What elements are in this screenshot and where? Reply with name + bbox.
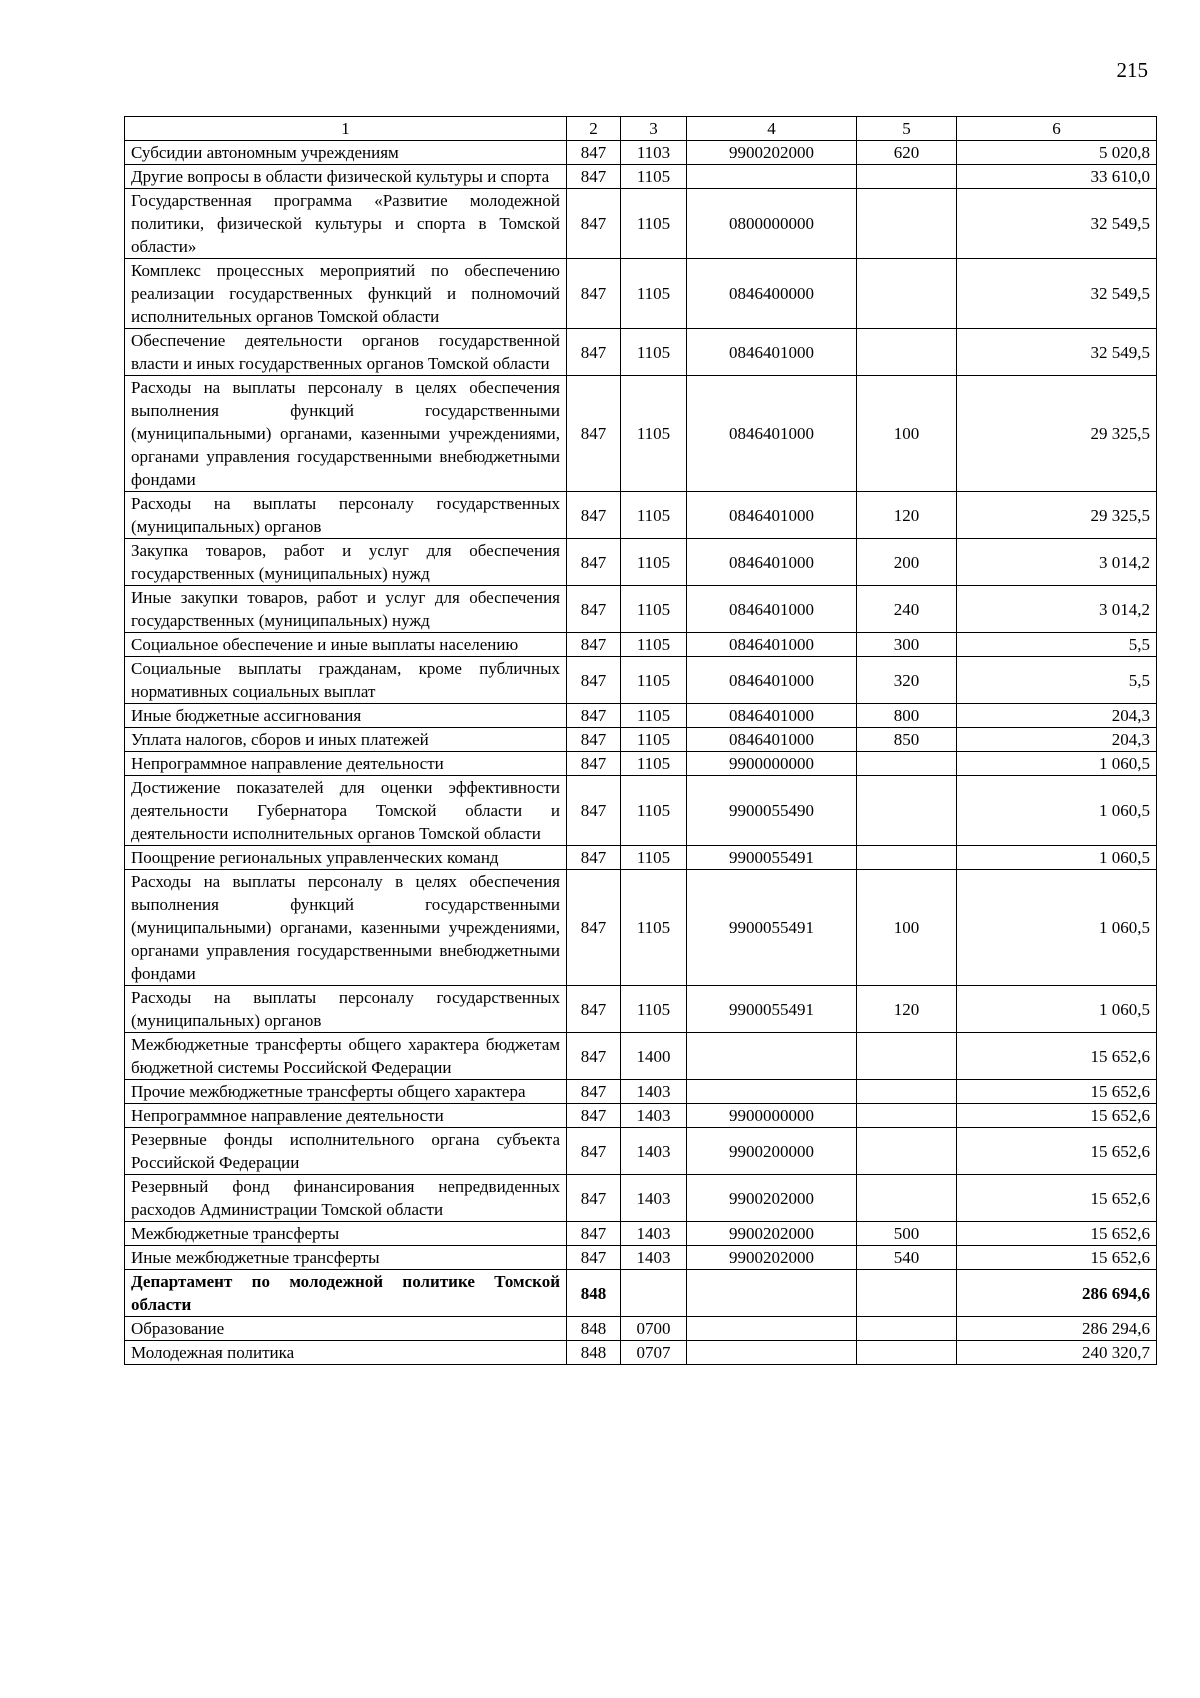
expense-type-cell: 500 [857,1222,957,1246]
amount-cell: 32 549,5 [957,259,1157,329]
amount-cell: 29 325,5 [957,492,1157,539]
ministry-code-cell: 847 [567,1033,621,1080]
target-article-cell: 0846401000 [687,492,857,539]
row-name-cell: Субсидии автономным учреждениям [125,141,567,165]
target-article-cell: 9900202000 [687,141,857,165]
table-row [125,870,1157,986]
section-code-cell: 1105 [621,704,687,728]
row-name-cell: Иные межбюджетные трансферты [125,1246,567,1270]
target-article-cell: 9900000000 [687,752,857,776]
table-row [125,492,1157,539]
amount-cell: 1 060,5 [957,776,1157,846]
section-code-cell: 1403 [621,1175,687,1222]
row-name-cell: Иные бюджетные ассигнования [125,704,567,728]
section-code-cell: 1400 [621,1033,687,1080]
expense-type-cell: 540 [857,1246,957,1270]
table-row [125,329,1157,376]
table-row [125,1317,1157,1341]
table-row [125,846,1157,870]
ministry-code-cell: 847 [567,259,621,329]
table-row [125,1175,1157,1222]
ministry-code-cell: 847 [567,704,621,728]
section-code-cell: 1105 [621,329,687,376]
page-number: 215 [1116,58,1148,82]
expense-type-cell: 100 [857,376,957,492]
ministry-code-cell: 847 [567,657,621,704]
amount-cell: 204,3 [957,704,1157,728]
section-code-cell: 1105 [621,376,687,492]
row-name-cell: Поощрение региональных управленческих команд [125,846,567,870]
table-row [125,1222,1157,1246]
amount-cell: 29 325,5 [957,376,1157,492]
row-name-cell: Образование [125,1317,567,1341]
table-row [125,633,1157,657]
column-header-2: 2 [567,117,621,141]
budget-table [124,116,1157,1365]
target-article-cell: 0800000000 [687,189,857,259]
section-code-cell: 1105 [621,165,687,189]
expense-type-cell [857,1341,957,1365]
amount-cell: 15 652,6 [957,1033,1157,1080]
target-article-cell: 9900055491 [687,846,857,870]
row-name-cell: Прочие межбюджетные трансферты общего характера [125,1080,567,1104]
target-article-cell [687,165,857,189]
table-row [125,1033,1157,1080]
ministry-code-cell: 848 [567,1270,621,1317]
table-row [125,1104,1157,1128]
row-name-cell: Государственная программа «Развитие молодежной политики, физической культуры и спорта в Томской области» [125,189,567,259]
target-article-cell: 9900202000 [687,1246,857,1270]
row-name-cell: Социальные выплаты гражданам, кроме публичных нормативных социальных выплат [125,657,567,704]
section-code-cell: 1105 [621,986,687,1033]
amount-cell: 204,3 [957,728,1157,752]
target-article-cell: 0846401000 [687,728,857,752]
amount-cell: 240 320,7 [957,1341,1157,1365]
amount-cell: 15 652,6 [957,1104,1157,1128]
section-code-cell: 0700 [621,1317,687,1341]
section-code-cell: 1105 [621,259,687,329]
expense-type-cell [857,1270,957,1317]
row-name-cell: Расходы на выплаты персоналу в целях обеспечения выполнения функций государственными (муниципальными) органами, казенными учреждениями, органами управления государственными внебюджетными фондами [125,376,567,492]
table-row [125,141,1157,165]
section-code-cell: 1403 [621,1080,687,1104]
ministry-code-cell: 847 [567,539,621,586]
expense-type-cell: 800 [857,704,957,728]
expense-type-cell: 200 [857,539,957,586]
table-row [125,728,1157,752]
section-code-cell: 1105 [621,846,687,870]
ministry-code-cell: 847 [567,376,621,492]
column-header-1: 1 [125,117,567,141]
target-article-cell: 0846401000 [687,586,857,633]
amount-cell: 1 060,5 [957,846,1157,870]
section-code-cell: 1403 [621,1222,687,1246]
target-article-cell: 9900202000 [687,1175,857,1222]
row-name-cell: Непрограммное направление деятельности [125,752,567,776]
target-article-cell [687,1270,857,1317]
expense-type-cell: 620 [857,141,957,165]
amount-cell: 15 652,6 [957,1246,1157,1270]
section-code-cell: 1403 [621,1104,687,1128]
amount-cell: 1 060,5 [957,870,1157,986]
expense-type-cell: 100 [857,870,957,986]
row-name-cell: Межбюджетные трансферты общего характера бюджетам бюджетной системы Российской Федерации [125,1033,567,1080]
row-name-cell: Другие вопросы в области физической культуры и спорта [125,165,567,189]
table-row [125,586,1157,633]
amount-cell: 33 610,0 [957,165,1157,189]
column-header-5: 5 [857,117,957,141]
amount-cell: 5 020,8 [957,141,1157,165]
expense-type-cell [857,846,957,870]
row-name-cell: Непрограммное направление деятельности [125,1104,567,1128]
ministry-code-cell: 847 [567,870,621,986]
row-name-cell: Уплата налогов, сборов и иных платежей [125,728,567,752]
expense-type-cell: 120 [857,492,957,539]
row-name-cell: Иные закупки товаров, работ и услуг для обеспечения государственных (муниципальных) нужд [125,586,567,633]
column-header-4: 4 [687,117,857,141]
target-article-cell: 0846401000 [687,633,857,657]
expense-type-cell: 300 [857,633,957,657]
row-name-cell: Комплекс процессных мероприятий по обеспечению реализации государственных функций и полномочий исполнительных органов Томской области [125,259,567,329]
column-number-header [125,117,1157,141]
target-article-cell [687,1033,857,1080]
table-row [125,776,1157,846]
target-article-cell: 9900000000 [687,1104,857,1128]
section-code-cell [621,1270,687,1317]
section-code-cell: 1105 [621,657,687,704]
target-article-cell: 0846401000 [687,539,857,586]
expense-type-cell: 320 [857,657,957,704]
table-row [125,704,1157,728]
ministry-code-cell: 847 [567,189,621,259]
ministry-code-cell: 847 [567,1246,621,1270]
expense-type-cell [857,1175,957,1222]
row-name-cell: Межбюджетные трансферты [125,1222,567,1246]
row-name-cell: Молодежная политика [125,1341,567,1365]
section-code-cell: 1105 [621,539,687,586]
expense-type-cell [857,1317,957,1341]
ministry-code-cell: 847 [567,141,621,165]
table-row [125,539,1157,586]
table-row [125,657,1157,704]
section-code-cell: 1105 [621,752,687,776]
target-article-cell: 9900055490 [687,776,857,846]
expense-type-cell [857,1033,957,1080]
target-article-cell: 0846401000 [687,376,857,492]
table-row [125,1128,1157,1175]
table-row [125,1080,1157,1104]
table-row [125,189,1157,259]
row-name-cell: Расходы на выплаты персоналу в целях обеспечения выполнения функций государственными (муниципальными) органами, казенными учреждениями, органами управления государственными внебюджетными фондами [125,870,567,986]
amount-cell: 32 549,5 [957,189,1157,259]
section-code-cell: 1103 [621,141,687,165]
ministry-code-cell: 847 [567,586,621,633]
budget-table-body [125,117,1157,1365]
ministry-code-cell: 847 [567,492,621,539]
section-code-cell: 1105 [621,586,687,633]
ministry-code-cell: 847 [567,1222,621,1246]
ministry-code-cell: 847 [567,986,621,1033]
target-article-cell: 0846401000 [687,329,857,376]
ministry-code-cell: 848 [567,1341,621,1365]
target-article-cell: 0846401000 [687,657,857,704]
amount-cell: 286 694,6 [957,1270,1157,1317]
row-name-cell: Расходы на выплаты персоналу государственных (муниципальных) органов [125,492,567,539]
section-code-cell: 1403 [621,1246,687,1270]
ministry-code-cell: 847 [567,1104,621,1128]
section-code-cell: 1105 [621,189,687,259]
ministry-code-cell: 847 [567,752,621,776]
expense-type-cell [857,776,957,846]
ministry-code-cell: 847 [567,1128,621,1175]
amount-cell: 32 549,5 [957,329,1157,376]
section-code-cell: 1105 [621,633,687,657]
column-header-6: 6 [957,117,1157,141]
expense-type-cell [857,1080,957,1104]
expense-type-cell: 120 [857,986,957,1033]
table-row [125,165,1157,189]
amount-cell: 3 014,2 [957,539,1157,586]
amount-cell: 15 652,6 [957,1222,1157,1246]
section-code-cell: 1403 [621,1128,687,1175]
expense-type-cell [857,259,957,329]
ministry-code-cell: 847 [567,165,621,189]
target-article-cell: 9900202000 [687,1222,857,1246]
expense-type-cell [857,165,957,189]
expense-type-cell [857,189,957,259]
row-name-cell: Социальное обеспечение и иные выплаты населению [125,633,567,657]
target-article-cell: 0846401000 [687,704,857,728]
expense-type-cell [857,752,957,776]
amount-cell: 15 652,6 [957,1128,1157,1175]
row-name-cell: Обеспечение деятельности органов государственной власти и иных государственных органов Томской области [125,329,567,376]
ministry-code-cell: 847 [567,329,621,376]
row-name-cell: Расходы на выплаты персоналу государственных (муниципальных) органов [125,986,567,1033]
table-row [125,259,1157,329]
amount-cell: 3 014,2 [957,586,1157,633]
amount-cell: 15 652,6 [957,1080,1157,1104]
column-header-3: 3 [621,117,687,141]
target-article-cell: 0846400000 [687,259,857,329]
amount-cell: 5,5 [957,657,1157,704]
amount-cell: 286 294,6 [957,1317,1157,1341]
table-row [125,986,1157,1033]
amount-cell: 1 060,5 [957,986,1157,1033]
ministry-code-cell: 847 [567,776,621,846]
target-article-cell [687,1341,857,1365]
row-name-cell: Резервный фонд финансирования непредвиденных расходов Администрации Томской области [125,1175,567,1222]
table-row [125,1270,1157,1317]
section-code-cell: 0707 [621,1341,687,1365]
table-row [125,1246,1157,1270]
table-row [125,752,1157,776]
ministry-code-cell: 847 [567,633,621,657]
section-code-cell: 1105 [621,870,687,986]
row-name-cell: Закупка товаров, работ и услуг для обеспечения государственных (муниципальных) нужд [125,539,567,586]
target-article-cell [687,1080,857,1104]
row-name-cell: Достижение показателей для оценки эффективности деятельности Губернатора Томской области и деятельности исполнительных органов Томской области [125,776,567,846]
ministry-code-cell: 847 [567,728,621,752]
ministry-code-cell: 847 [567,846,621,870]
table-row [125,376,1157,492]
ministry-code-cell: 848 [567,1317,621,1341]
section-code-cell: 1105 [621,728,687,752]
target-article-cell [687,1317,857,1341]
ministry-code-cell: 847 [567,1175,621,1222]
amount-cell: 1 060,5 [957,752,1157,776]
expense-type-cell [857,329,957,376]
target-article-cell: 9900055491 [687,870,857,986]
section-code-cell: 1105 [621,492,687,539]
table-row [125,1341,1157,1365]
row-name-cell: Резервные фонды исполнительного органа субъекта Российской Федерации [125,1128,567,1175]
expense-type-cell: 240 [857,586,957,633]
section-code-cell: 1105 [621,776,687,846]
expense-type-cell [857,1104,957,1128]
expense-type-cell [857,1128,957,1175]
amount-cell: 5,5 [957,633,1157,657]
target-article-cell: 9900055491 [687,986,857,1033]
target-article-cell: 9900200000 [687,1128,857,1175]
ministry-code-cell: 847 [567,1080,621,1104]
row-name-cell: Департамент по молодежной политике Томской области [125,1270,567,1317]
amount-cell: 15 652,6 [957,1175,1157,1222]
expense-type-cell: 850 [857,728,957,752]
